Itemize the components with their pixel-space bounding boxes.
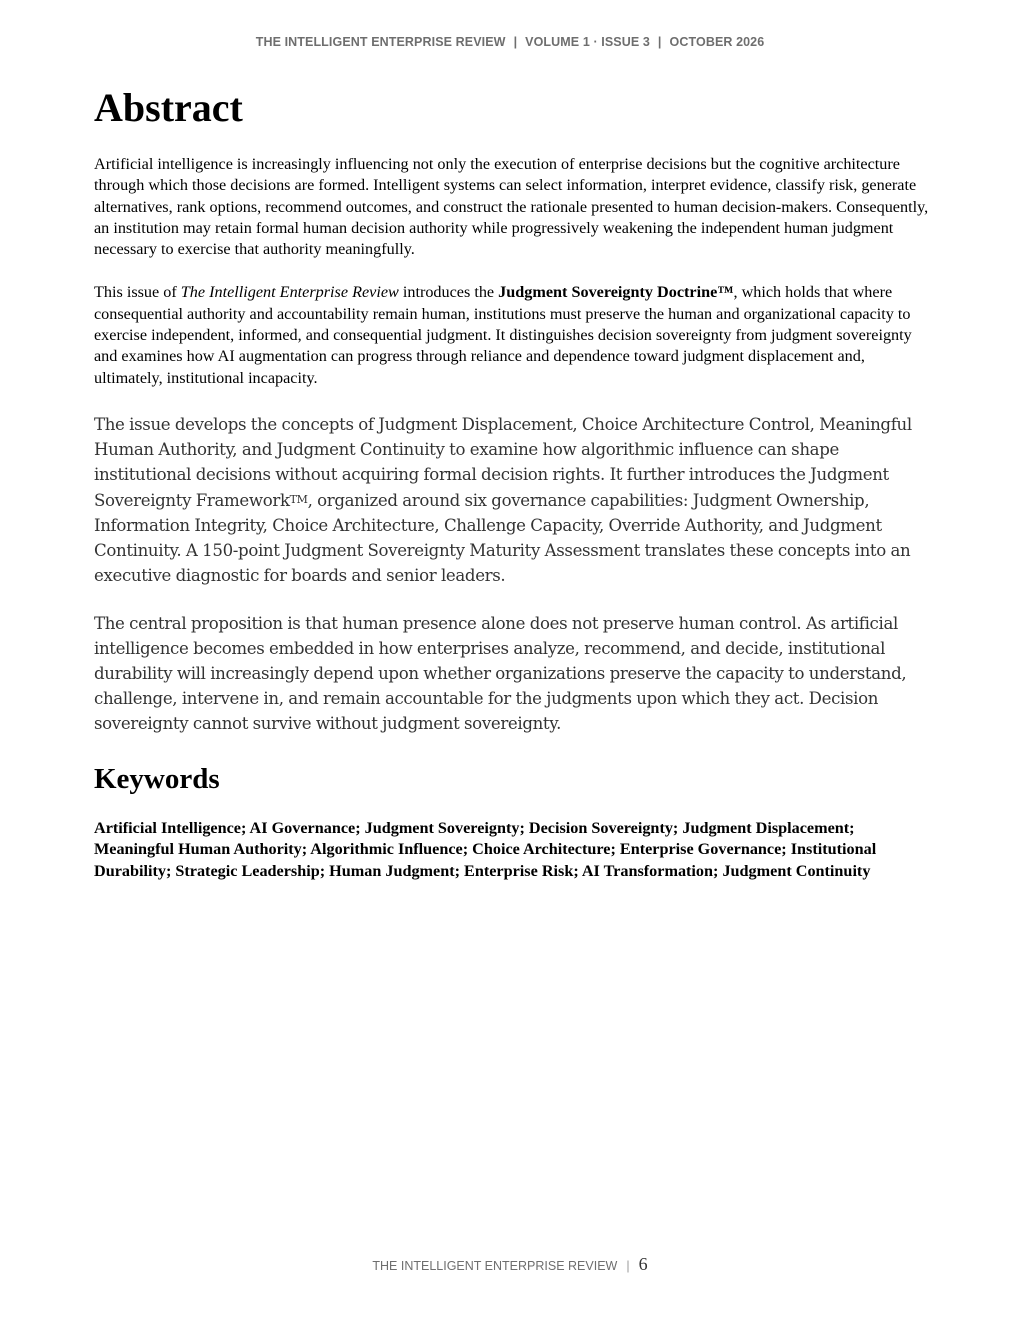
p2-rest: , which holds that where consequential authority and accountability remain human, institutions must preserve the human and organizational capacity to exercise independent, informed, and consequential judgment. It distinguishes decision sovereignty from judgment sovereignty and examines how AI augmentation can progress through reliance and dependence toward judgment displacement and, ultimately, institutional incapacity. (94, 283, 912, 387)
p2-lead: This issue of (94, 283, 181, 302)
footer-separator: | (626, 1259, 630, 1273)
header-date: OCTOBER 2026 (669, 35, 765, 49)
abstract-paragraph-1: Artificial intelligence is increasingly influencing not only the execution of enterprise decisions but the cognitive architecture through which those decisions are formed. Intelligent systems can select information, interpret evidence, classify risk, generate alternatives, rank options, recommend outcomes, and construct the rationale presented to human decision-makers. Consequently, an institution may retain formal human decision authority while progressively weakening the independent human judgment necessary to exercise that authority meaningfully. (94, 155, 929, 259)
running-footer (0, 1254, 1020, 1275)
abstract-heading: Abstract (94, 85, 243, 130)
abstract-paragraph-3 (94, 412, 930, 588)
page-number: 6 (638, 1254, 648, 1274)
footer-journal-name: THE INTELLIGENT ENTERPRISE REVIEW (372, 1259, 618, 1273)
abstract-paragraph-2 (94, 282, 930, 388)
p2-mid: introduces the (398, 283, 499, 302)
header-separator: | (657, 35, 662, 49)
page-content (94, 84, 930, 882)
keywords-list: Artificial Intelligence; AI Governance; Judgment Sovereignty; Decision Sovereignty; Judgment Displacement; Meaningful Human Authority; Algorithmic Influence; Choice Architecture; Enterprise Governance; Institutional Durability; Strategic Leadership; Human Judgment; Enterprise Risk; AI Transformation; Judgment Continuity (94, 818, 877, 880)
keywords-heading: Keywords (94, 762, 220, 795)
trademark-mark: TM (289, 492, 308, 506)
p3-after-tm: , organized around six governance capabilities: Judgment Ownership, Information Integrity, Choice Architecture, Challenge Capacity, Override Authority, and Judgment Continuity. A 150-point Judgment Sovereignty Maturity Assessment translates these concepts into an executive diagnostic for boards and senior leaders. (94, 490, 911, 585)
abstract-paragraph-4: The central proposition is that human presence alone does not preserve human control. As artificial intelligence becomes embedded in how enterprises analyze, recommend, and decide, institutional durability will increasingly depend upon whether organizations preserve the capacity to understand, challenge, intervene in, and remain accountable for the judgments upon which they act. Decision sovereignty cannot survive without judgment sovereignty. (94, 613, 907, 733)
doctrine-name-bold: Judgment Sovereignty Doctrine™ (498, 283, 734, 302)
header-journal-name: THE INTELLIGENT ENTERPRISE REVIEW (255, 35, 506, 49)
header-separator: | (513, 35, 518, 49)
p3-before-tm: The issue develops the concepts of Judgment Displacement, Choice Architecture Control, Meaningful Human Authority, and Judgment Continuity to examine how algorithmic influence can shape institutional decisions without acquiring formal decision rights. It further introduces the Judgment Sovereignty Framework (94, 414, 912, 510)
header-volume-issue: VOLUME 1 · ISSUE 3 (525, 35, 650, 49)
journal-title-italic: The Intelligent Enterprise Review (180, 283, 399, 302)
running-header (0, 35, 1020, 49)
